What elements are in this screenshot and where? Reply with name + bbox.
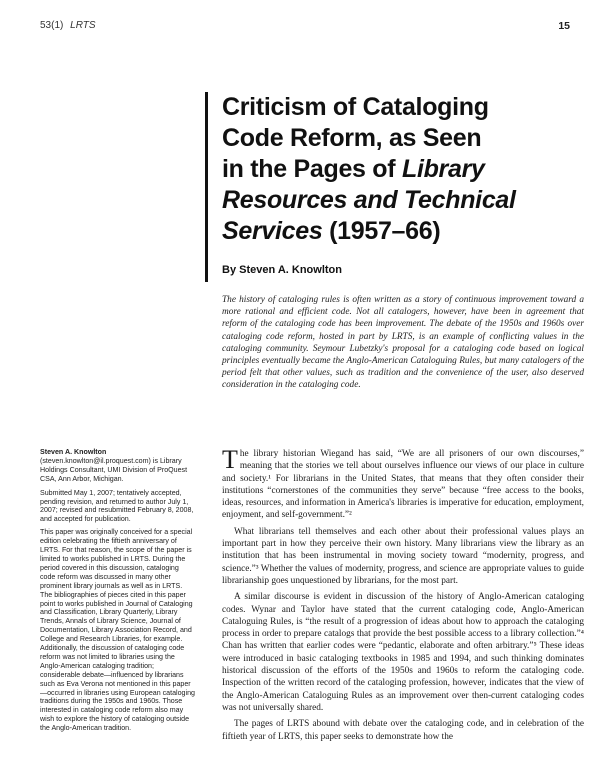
- title-line-1: Criticism of Cataloging: [222, 93, 489, 121]
- page-number: 15: [558, 20, 570, 32]
- body-paragraph: The library historian Wiegand has said, “We are all prisoners of our own discourses,” meaning that the stories we tell about ourselves influence our views of our place in culture and society.¹ For librarians in the United States, that means that they often consider their institutions “cornerstones of the communities they serve” because “free access to the books, ideas, resources, and information in America's libraries is imperative for education, employment, enjoyment, and self-government.”²: [222, 445, 584, 521]
- title-line-4: Resources and Technical: [222, 186, 516, 214]
- running-head: [40, 20, 96, 31]
- article-title: [222, 92, 582, 247]
- title-line-2: Code Reform, as Seen: [222, 124, 482, 152]
- journal-abbrev: LRTS: [70, 20, 96, 31]
- body-paragraph: What librarians tell themselves and each other about their professional values plays an important part in how they perceive their own history. Many librarians view the library as an institution that has been instrumental in moving society toward “modernity, progress, and science.”³ Whether the values of modernity, progress, and science are appropriate values to guide librarianship goes unquestioned by librarians, for the most part.: [222, 526, 584, 586]
- body-paragraph: A similar discourse is evident in discussion of the history of Anglo-American cataloging codes. Wynar and Taylor have stated that the current cataloging code, Anglo-American Cataloguing Rules, is “the result of a progression of ideas about how to approach the cataloging process in order to prepare catalogs that provide the best possible access to a library collection.”⁴ Chan has written that earlier codes were “pedantic, elaborate and often arbitrary.”⁵ These ideas were introduced in basic cataloging textbooks in 1985 and 1994, and such thinking dominates historical discussion of the efforts of the 1950s and 1960s to reform the cataloging code. Inspection of the written record of the cataloging profession, however, indicates that the view of the Anglo-American Cataloguing Rules as an improvement over then-current cataloging codes was not universally shared.: [222, 592, 584, 713]
- submission-note: Submitted May 1, 2007; tentatively accepted, pending revision, and returned to author July 1, 2007; revised and resubmitted February 8, 2008, and accepted for publication.: [40, 488, 194, 524]
- abstract: The history of cataloging rules is often written as a story of continuous improvement toward a more rational and efficient code. Not all catalogers, however, have been in agreement that reform of the cataloging code has been improvement. The debate of the 1950s and 1960s over cataloging code reform, hosted in part by LRTS, is an example of conflicting values in the cataloging community. Seymour Lubetzky's proposal for a cataloging code based on logical principles eventually became the Anglo-American Cataloguing Rules, but many catalogers of the period felt that other values, such as tradition and the convenience of the user, also deserved consideration in the cataloging code.: [222, 295, 584, 391]
- author-note: [40, 448, 195, 484]
- author-bio: (steven.knowlton@il.proquest.com) is Library Holdings Consultant, UMI Division of ProQuest CSA, Ann Arbor, Michigan.: [40, 456, 188, 483]
- history-note: This paper was originally conceived for a special edition celebrating the fiftieth anniversary of LRTS. For that reason, the scope of the paper is limited to works published in LRTS. During the period covered in this discussion, cataloging code reform was discussed in many other prominent library journals as well as in LRTS. The bibliographies of pieces cited in this paper point to works published in Journal of Cataloging and Classification, Library Quarterly, Library Trends, Annals of Library Science, Journal of Documentation, Library Association Record, and College and Research Libraries, for example. Additionally, the discussion of cataloging code reform was not limited to libraries using the Anglo-American cataloging tradition; considerable debate—influenced by librarians such as Eva Verona not mentioned in this paper—occurred in libraries using European cataloging traditions during the 1950s and 1960s. Those interested in cataloging code reform also may wish to explore the history of cataloging outside the Anglo-American tradition.: [40, 528, 195, 733]
- article-body: [222, 445, 584, 747]
- byline: By Steven A. Knowlton: [222, 264, 342, 276]
- title-rule: [205, 92, 208, 282]
- author-name: Steven A. Knowlton: [40, 448, 107, 456]
- title-line-5: Services (1957–66): [222, 217, 441, 245]
- body-paragraph: The pages of LRTS abound with debate over the cataloging code, and in celebration of the fiftieth year of LRTS, this paper seeks to demonstrate how the: [222, 719, 584, 742]
- title-line-3: in the Pages of Library: [222, 155, 485, 183]
- author-sidebar: [40, 448, 195, 738]
- drop-cap: T: [222, 445, 238, 474]
- volume-issue: 53(1): [40, 20, 64, 31]
